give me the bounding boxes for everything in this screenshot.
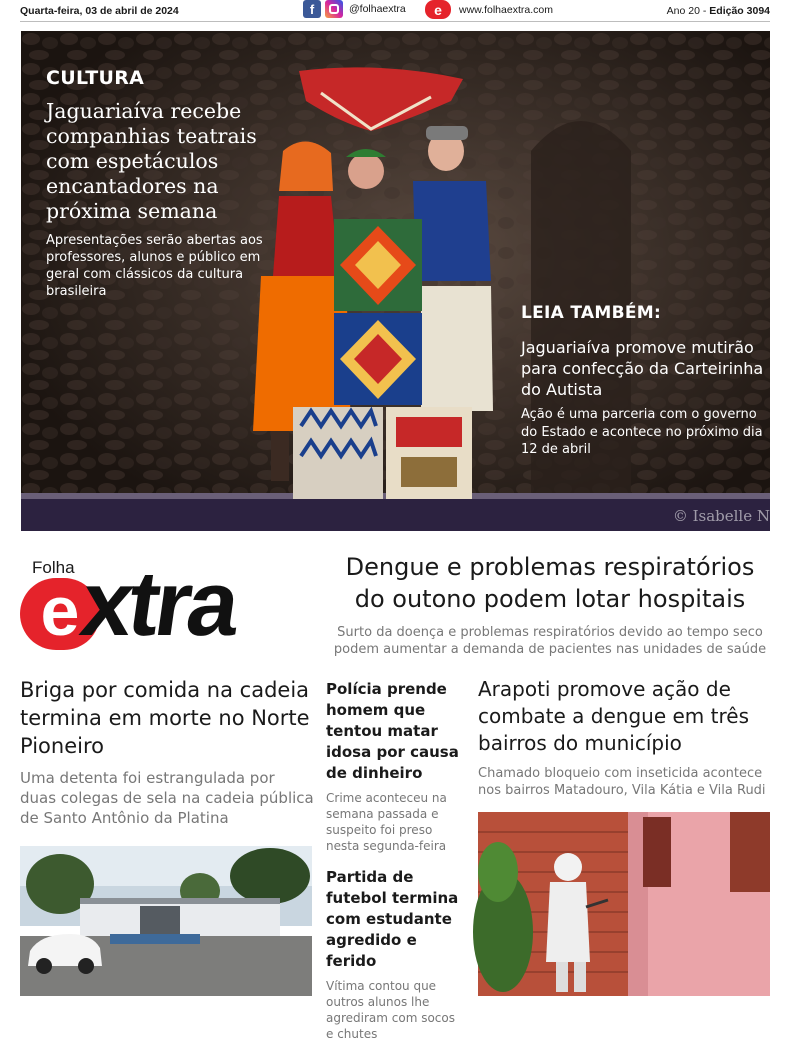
main-story[interactable]: [330, 551, 770, 658]
prison-photo: [20, 846, 312, 996]
folhaextra-e-icon: e: [425, 0, 451, 19]
fumigation-photo: [478, 812, 770, 996]
story-middle-bottom-headline[interactable]: Partida de futebol termina com estudante agredido e ferido: [326, 868, 459, 970]
story-right-headline[interactable]: Arapoti promove ação de combate a dengue em três bairros do município: [478, 677, 749, 755]
story-left-headline[interactable]: Briga por comida na cadeia termina em morte no Norte Pioneiro: [20, 678, 310, 758]
leia-tambem-box[interactable]: [521, 303, 766, 459]
story-middle-bottom[interactable]: [326, 867, 466, 1042]
story-left[interactable]: [20, 676, 315, 828]
edition-info: [667, 5, 770, 17]
hero-text: [46, 67, 296, 300]
folha-extra-logo[interactable]: [20, 553, 310, 658]
website-url[interactable]: www.folhaextra.com: [459, 3, 553, 16]
instagram-icon[interactable]: [325, 0, 343, 18]
story-right-subtitle: Chamado bloqueio com inseticida acontece nos bairros Matadouro, Vila Kátia e Vila Rudi: [478, 766, 766, 798]
social-links: [303, 0, 406, 18]
hero-story[interactable]: [21, 31, 770, 531]
website-link[interactable]: [425, 0, 553, 19]
story-middle-top[interactable]: [326, 679, 466, 854]
year-label: Ano 20 -: [666, 5, 710, 17]
leia-tambem-label: LEIA TAMBÉM:: [521, 303, 662, 323]
section-kicker: CULTURA: [46, 67, 145, 89]
story-middle-top-headline[interactable]: Polícia prende homem que tentou matar idosa por causa de dinheiro: [326, 680, 459, 782]
hero-headline[interactable]: Jaguariaíva recebe companhias teatrais com espetáculos encantadores na próxima semana: [46, 99, 257, 223]
facebook-icon[interactable]: f: [303, 0, 321, 18]
story-middle-top-subtitle: Crime aconteceu na semana passada e suspeito foi preso nesta segunda-feira: [326, 791, 447, 853]
social-handle[interactable]: @folhaextra: [349, 3, 406, 15]
main-story-subtitle: Surto da doença e problemas respiratórios devido ao tempo seco podem aumentar a demanda de pacientes nas unidades de saúde: [333, 625, 767, 657]
top-bar: [20, 0, 770, 22]
leia-tambem-subtitle: Ação é uma parceria com o governo do Estado e acontece no próximo dia 12 de abril: [521, 407, 763, 457]
main-story-headline[interactable]: Dengue e problemas respiratórios do outono podem lotar hospitais: [345, 553, 755, 613]
story-left-subtitle: Uma detenta foi estrangulada por duas colegas de sela na cadeia pública de Santo Antônio da Platina: [20, 769, 314, 827]
story-middle-bottom-subtitle: Vítima contou que outros alunos lhe agrediram com socos e chutes: [326, 979, 455, 1041]
hero-subtitle: Apresentações serão abertas aos professores, alunos e público em geral com clássicos da cultura brasileira: [46, 233, 263, 299]
photo-credit: © Isabelle N: [672, 507, 770, 525]
story-right-photo[interactable]: [478, 812, 770, 996]
story-right[interactable]: [478, 676, 773, 799]
edition-number: Edição 3094: [709, 5, 770, 17]
logo-e-mark: e: [20, 578, 100, 650]
story-left-photo[interactable]: [20, 846, 312, 996]
logo-folha-text: Folha: [32, 558, 75, 577]
leia-tambem-headline[interactable]: Jaguariaíva promove mutirão para confecção da Carteirinha do Autista: [521, 338, 764, 399]
issue-date: Quarta-feira, 03 de abril de 2024: [20, 5, 179, 17]
logo-xtra-text: xtra: [74, 553, 243, 655]
